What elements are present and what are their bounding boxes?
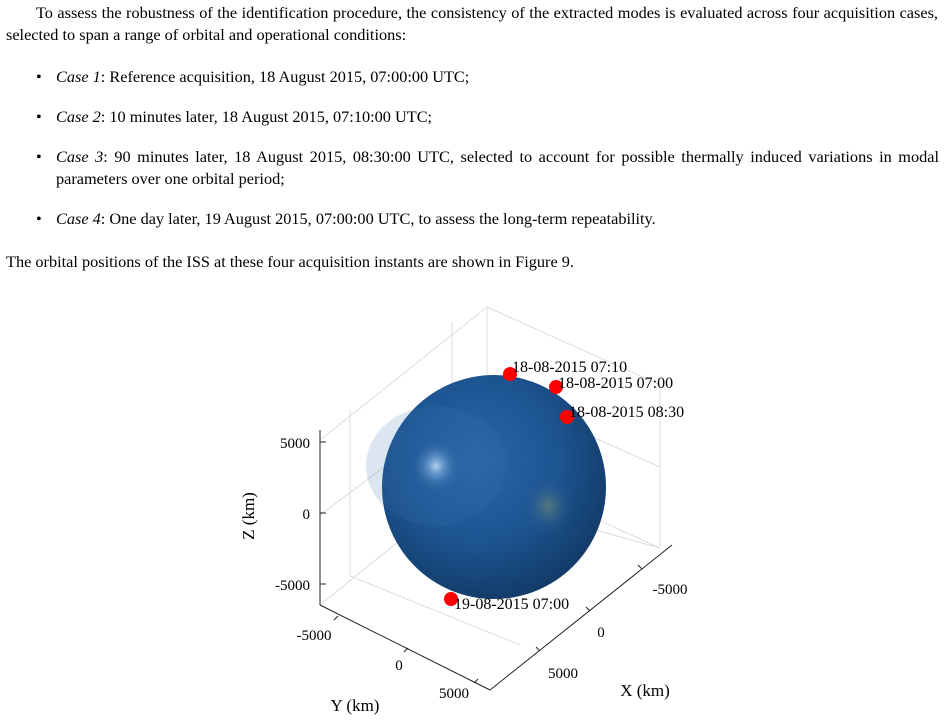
case-label: Case 2 bbox=[56, 107, 101, 126]
position-label: 18-08-2015 07:10 bbox=[512, 359, 628, 376]
list-item bbox=[0, 106, 939, 128]
case-text: : One day later, 19 August 2015, 07:00:00 UTC, to assess the long-term repeatability. bbox=[100, 209, 656, 228]
list-item bbox=[0, 208, 939, 230]
position-label: 18-08-2015 08:30 bbox=[569, 404, 685, 421]
case-text: : Reference acquisition, 18 August 2015, 07:00:00 UTC; bbox=[100, 67, 470, 86]
y-axis-label: Y (km) bbox=[330, 696, 380, 715]
figure-reference-paragraph: The orbital positions of the ISS at these four acquisition instants are shown in Figure 9. bbox=[6, 252, 574, 271]
orbit-figure bbox=[0, 290, 945, 721]
bullet-icon: • bbox=[36, 209, 42, 228]
y-tick-label: -5000 bbox=[296, 628, 332, 644]
z-tick-label: -5000 bbox=[275, 578, 310, 594]
intro-paragraph: To assess the robustness of the identification procedure, the consistency of the extracted modes is evaluated across four acquisition cases, selected to span a range of orbital and operational conditions: bbox=[6, 3, 938, 44]
x-tick-label: 0 bbox=[597, 625, 605, 641]
z-axis-label: Z (km) bbox=[239, 492, 258, 540]
list-item bbox=[0, 146, 939, 190]
x-tick-label: -5000 bbox=[652, 582, 688, 598]
case-label: Case 3 bbox=[56, 147, 104, 166]
list-item bbox=[0, 66, 939, 88]
position-label: 18-08-2015 07:00 bbox=[558, 375, 674, 392]
case-label: Case 1 bbox=[56, 67, 101, 86]
y-tick-label: 0 bbox=[395, 658, 403, 674]
case-text: : 10 minutes later, 18 August 2015, 07:10:00 UTC; bbox=[100, 107, 433, 126]
x-axis-label: X (km) bbox=[620, 681, 670, 700]
case-text: : 90 minutes later, 18 August 2015, 08:30:00 UTC, selected to account for possible thermally induced variations in modal parameters over one orbital period; bbox=[56, 147, 939, 188]
bullet-icon: • bbox=[36, 147, 42, 166]
z-tick-label: 0 bbox=[302, 507, 310, 523]
bullet-icon: • bbox=[36, 67, 42, 86]
case-label: Case 4 bbox=[56, 209, 101, 228]
y-tick-label: 5000 bbox=[439, 686, 469, 702]
z-axis-ticks bbox=[320, 442, 326, 584]
bullet-icon: • bbox=[36, 107, 42, 126]
position-label: 19-08-2015 07:00 bbox=[454, 596, 570, 613]
z-tick-label: 5000 bbox=[280, 436, 310, 452]
x-tick-label: 5000 bbox=[548, 666, 578, 682]
case-list bbox=[0, 66, 939, 230]
